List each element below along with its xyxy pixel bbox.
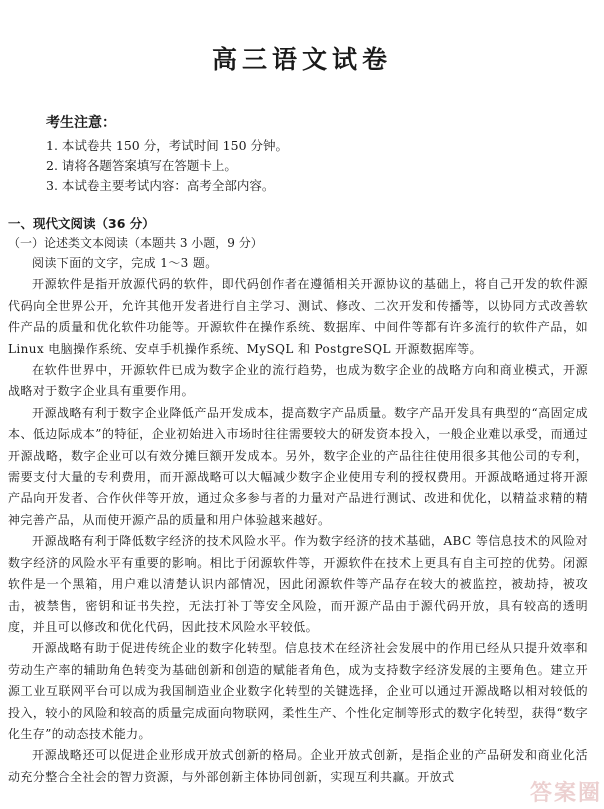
- passage-paragraph: 开源战略有利于数字企业降低产品开发成本，提高数字产品质量。数字产品开发具有典型的“高固定成本、低边际成本”的特征，企业初始进入市场时往往需要较大的研发资本投入，一般企业难以承受，而通过开源战略，数字企业可以有效分摊巨额开发成本。另外，数字企业的产品往往使用很多其他公司的专利，需要支付大量的专利费用，而开源战略可以大幅减少数字企业使用专利的授权费用。开源战略通过将开源产品向开发者、合作伙伴等开放，通过众多参与者的力量对产品进行测试、改进和优化，以精益求精的精神完善产品，从而使开源产品的质量和用户体验越来越好。: [8, 405, 588, 527]
- section-heading: 一、现代文阅读（36 分）: [8, 216, 155, 231]
- notice-heading: 考生注意：: [46, 115, 116, 131]
- exam-notice: [46, 112, 566, 196]
- watermark-logo: 答案圈: [529, 781, 602, 806]
- passage-paragraph: 开源战略有利于降低数字经济的技术风险水平。作为数字经济的技术基础，ABC 等信息技术的风险对数字经济的风险水平有重要的影响。相比于闭源软件等，开源软件在技术上更具有自主可控的优势。闭源软件是一个黑箱，用户难以清楚认识内部情况，因此闭源软件等产品存在较大的被监控，被劫持，被攻击，被禁售，密钥和证书失控，无法打补丁等安全风险，而开源产品由于源代码开放，具有较高的透明度，并且可以修改和优化代码，因此技术风险水平较低。: [8, 534, 588, 634]
- passage-paragraph: 开源战略还可以促进企业形成开放式创新的格局。企业开放式创新，是指企业的产品研发和商业化活动充分整合全社会的智力资源，与外部创新主体协同创新，实现互利共赢。开放式: [8, 748, 588, 784]
- notice-item: 3. 本试卷主要考试内容：高考全部内容。: [46, 178, 275, 193]
- notice-item: 1. 本试卷共 150 分，考试时间 150 分钟。: [46, 138, 289, 153]
- passage-paragraph: 在软件世界中，开源软件已成为数字企业的流行趋势，也成为数字企业的战略方向和商业模式，开源战略对于数字企业具有重要作用。: [8, 363, 588, 399]
- page-title: 高三语文试卷: [211, 45, 392, 74]
- reading-section: [8, 214, 588, 788]
- section-subheading: （一）论述类文本阅读（本题共 3 小题，9 分）: [8, 236, 263, 250]
- notice-item: 2. 请将各题答案填写在答题卡上。: [46, 158, 237, 173]
- passage-paragraph: 开源软件是指开放源代码的软件，即代码创作者在遵循相关开源协议的基础上，将自己开发的软件源代码向全世界公开，允许其他开发者进行自主学习、测试、修改、二次开发和传播等，以协同方式改善软件产品的质量和优化软件功能等。开源软件在操作系统、数据库、中间件等都有许多流行的软件产品，如 Linux 电脑操作系统、安卓手机操作系统、MySQL 和 PostgreSQL 开源数据库等。: [8, 277, 588, 356]
- passage-paragraph: 开源战略有助于促进传统企业的数字化转型。信息技术在经济社会发展中的作用已经从只提升效率和劳动生产率的辅助角色转变为基础创新和创造的赋能者角色，成为支持数字经济发展的主要角色。建立开源工业互联网平台可以成为我国制造业企业数字化转型的关键选择，企业可以通过开源战略以相对较低的投入，较小的风险和较高的质量完成面向物联网，柔性生产、个性化定制等形式的数字化转型，获得“数字化生存”的动态技术能力。: [8, 641, 588, 741]
- reading-instruction: 阅读下面的文字，完成 1～3 题。: [32, 256, 218, 270]
